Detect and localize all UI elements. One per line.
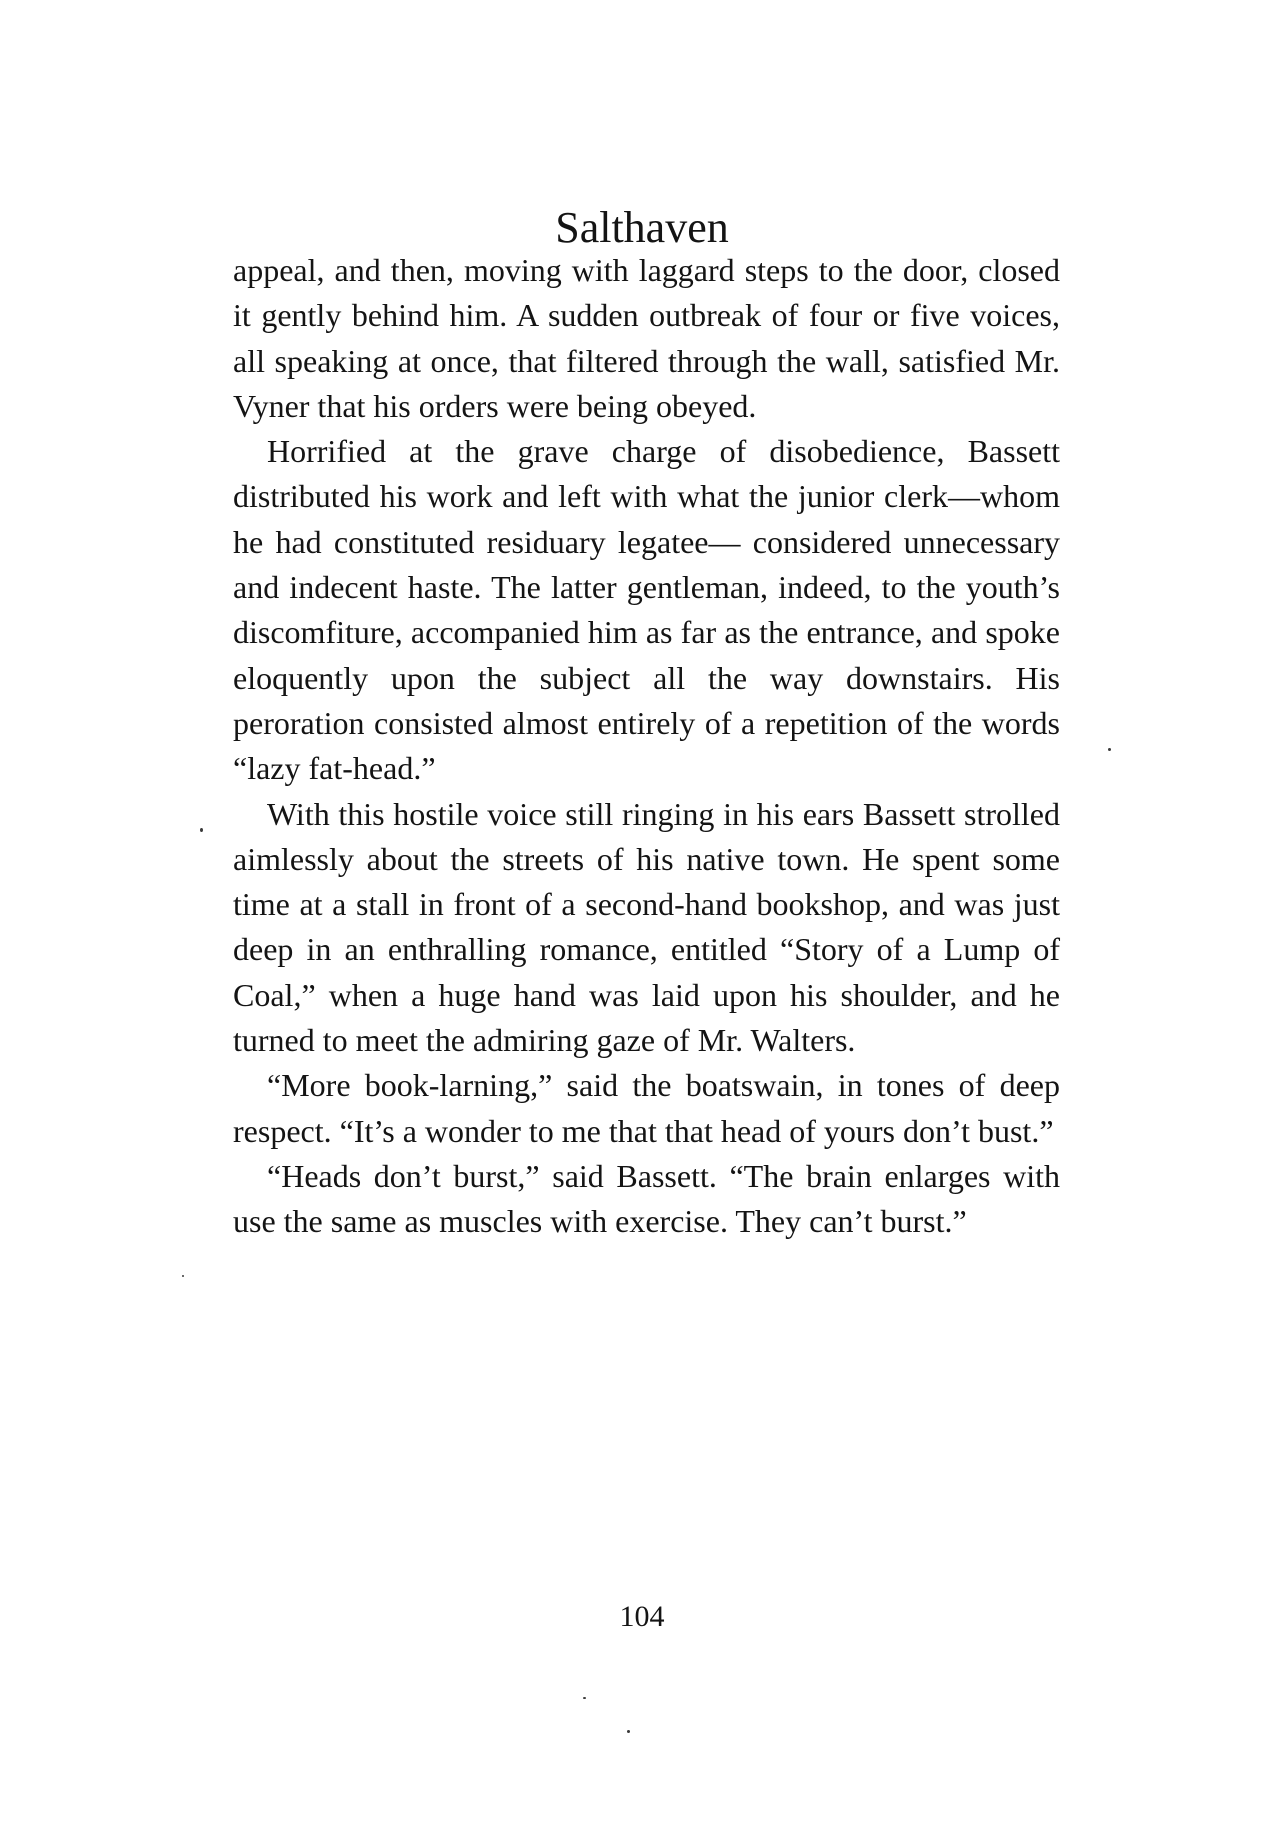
scan-speck (627, 1730, 630, 1733)
scan-speck (200, 828, 203, 832)
running-head: Salthaven (555, 203, 729, 252)
paragraph: With this hostile voice still ringing in his ears Bassett strolled aimlessly about the streets of his native town. He spent some time at a stall in front of a second-hand bookshop, and was just deep in an enthralling romance, entitled “Story of a Lump of Coal,” when a huge hand was laid upon his shoulder, and he turned to meet the admiring gaze of Mr. Walters. (233, 795, 1060, 1059)
paragraph: “Heads don’t burst,” said Bassett. “The brain enlarges with use the same as muscles with exercise. They can’t burst.” (233, 1157, 1060, 1240)
paragraph-continued: appeal, and then, moving with laggard steps to the door, closed it gently behind him. A sudden outbreak of four or five voices, all speaking at once, that filtered through the wall, satisfied Mr. Vyner that his orders were being obeyed. (233, 252, 1060, 424)
paragraph: Horrified at the grave charge of disobedience, Bassett distributed his work and left with what the junior clerk—whom he had constituted residuary legatee— considered unnecessary and indecent haste. The latter gentleman, indeed, to the youth’s discomfiture, accompanied him as far as the entrance, and spoke eloquently upon the subject all the way downstairs. His peroration consisted almost entirely of a repetition of the words “lazy fat-head.” (233, 433, 1060, 787)
paragraph: “More book-larning,” said the boatswain, in tones of deep respect. “It’s a wonder to me that that head of yours don’t bust.” (233, 1067, 1060, 1149)
scan-speck (583, 1697, 586, 1699)
scan-speck (182, 1275, 184, 1277)
body-text (233, 248, 1060, 1245)
scan-speck (1108, 748, 1111, 751)
page-number: 104 (619, 1600, 665, 1633)
